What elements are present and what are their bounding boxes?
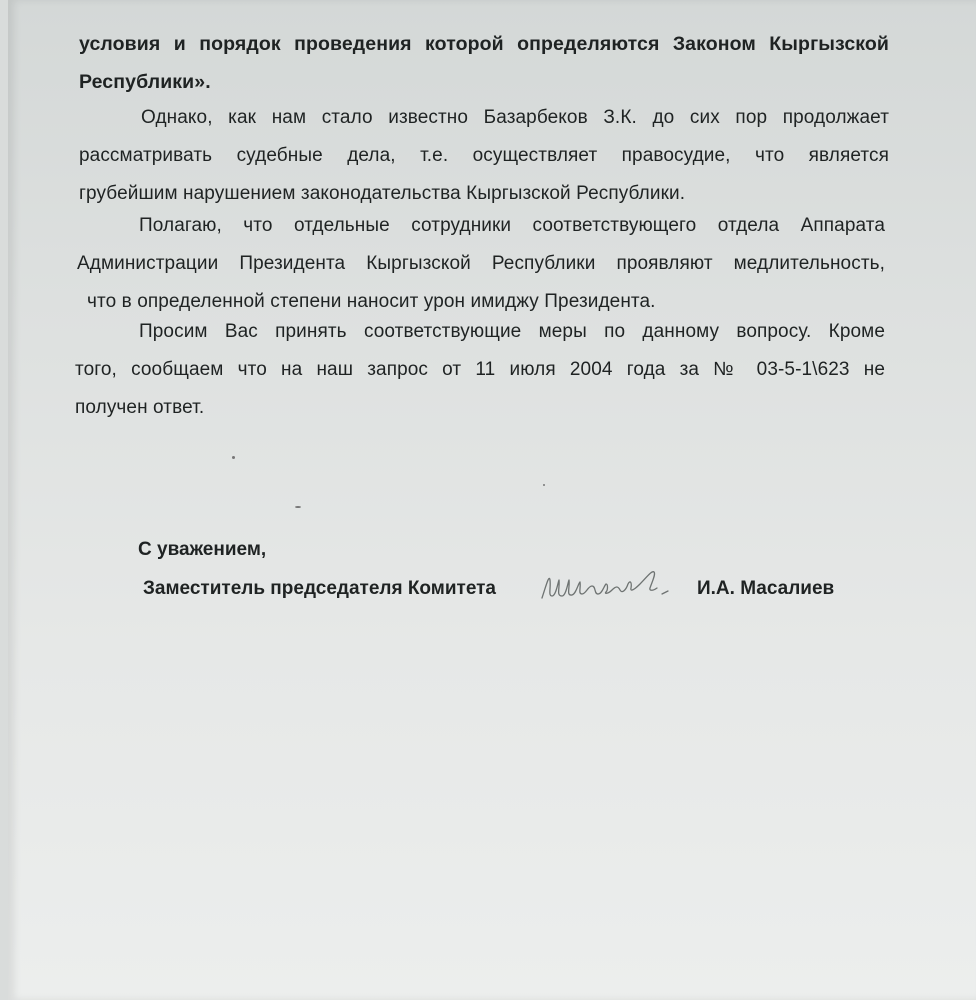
scan-speck — [543, 484, 545, 486]
text-line: рассматривать судебные дела, т.е. осуществляет правосудие, что является — [79, 145, 889, 166]
text-line: что в определенной степени наносит урон имиджу Президента. — [87, 291, 656, 312]
scan-speck — [295, 506, 301, 508]
paragraph-staff-slowness — [77, 207, 885, 321]
text-line: получен ответ. — [75, 397, 205, 418]
text-line: Полагаю, что отдельные сотрудники соответствующего отдела Аппарата — [139, 215, 885, 236]
text-line: условия и порядок проведения которой определяются Законом Кыргызской — [79, 33, 889, 55]
text-line: Однако, как нам стало известно Базарбеков З.К. до сих пор продолжает — [141, 107, 889, 128]
paragraph-law-reference — [79, 25, 889, 101]
scan-speck — [232, 456, 235, 459]
paragraph-violation — [79, 99, 889, 213]
text-line: грубейшим нарушением законодательства Кыргызской Республики. — [79, 183, 686, 204]
paragraph-request — [75, 313, 885, 427]
text-line: Администрации Президента Кыргызской Республики проявляют медлительность, — [77, 253, 885, 274]
text-line: того, сообщаем что на наш запрос от 11 июля 2004 года за № 03-5-1\623 не — [75, 359, 885, 380]
signer-name: И.А. Масалиев — [697, 578, 835, 599]
closing-greeting: С уважением, — [138, 539, 267, 560]
text-line: Просим Вас принять соответствующие меры по данному вопросу. Кроме — [139, 321, 885, 342]
signature — [536, 560, 686, 610]
signer-position: Заместитель председателя Комитета — [143, 578, 497, 599]
text-line: Республики». — [79, 71, 211, 93]
